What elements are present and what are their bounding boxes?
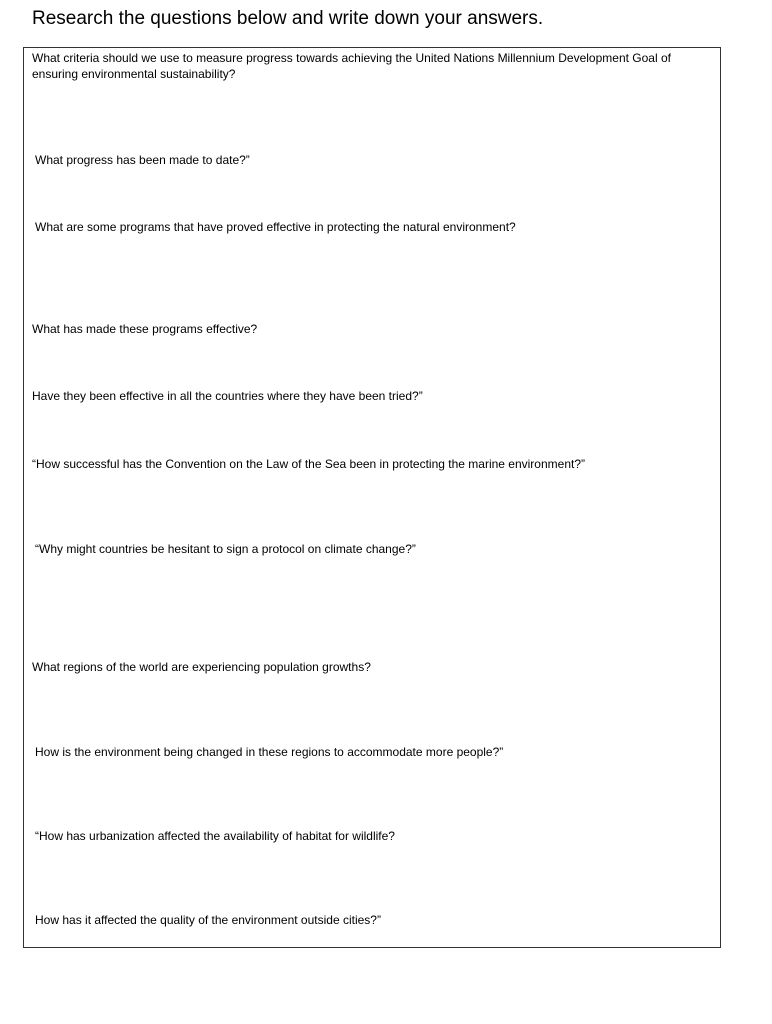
question-6: “How successful has the Convention on the Law of the Sea been in protecting the marine environment?”	[32, 457, 585, 471]
question-8: What regions of the world are experiencing population growths?	[32, 660, 371, 674]
question-2: What progress has been made to date?”	[35, 153, 250, 167]
question-10: “How has urbanization affected the availability of habitat for wildlife?	[35, 829, 395, 843]
question-9: How is the environment being changed in these regions to accommodate more people?”	[35, 745, 504, 759]
question-5: Have they been effective in all the countries where they have been tried?”	[32, 389, 423, 403]
question-4: What has made these programs effective?	[32, 322, 258, 336]
question-11: How has it affected the quality of the environment outside cities?”	[35, 913, 381, 927]
question-3: What are some programs that have proved effective in protecting the natural environment?	[35, 220, 516, 234]
question-1: What criteria should we use to measure progress towards achieving the United Nations Millennium Development Goal of ensuring environmental sustainability?	[32, 51, 671, 81]
question-7: “Why might countries be hesitant to sign a protocol on climate change?”	[35, 542, 416, 556]
worksheet-heading: Research the questions below and write down your answers.	[32, 8, 544, 29]
questions-box	[23, 47, 721, 948]
